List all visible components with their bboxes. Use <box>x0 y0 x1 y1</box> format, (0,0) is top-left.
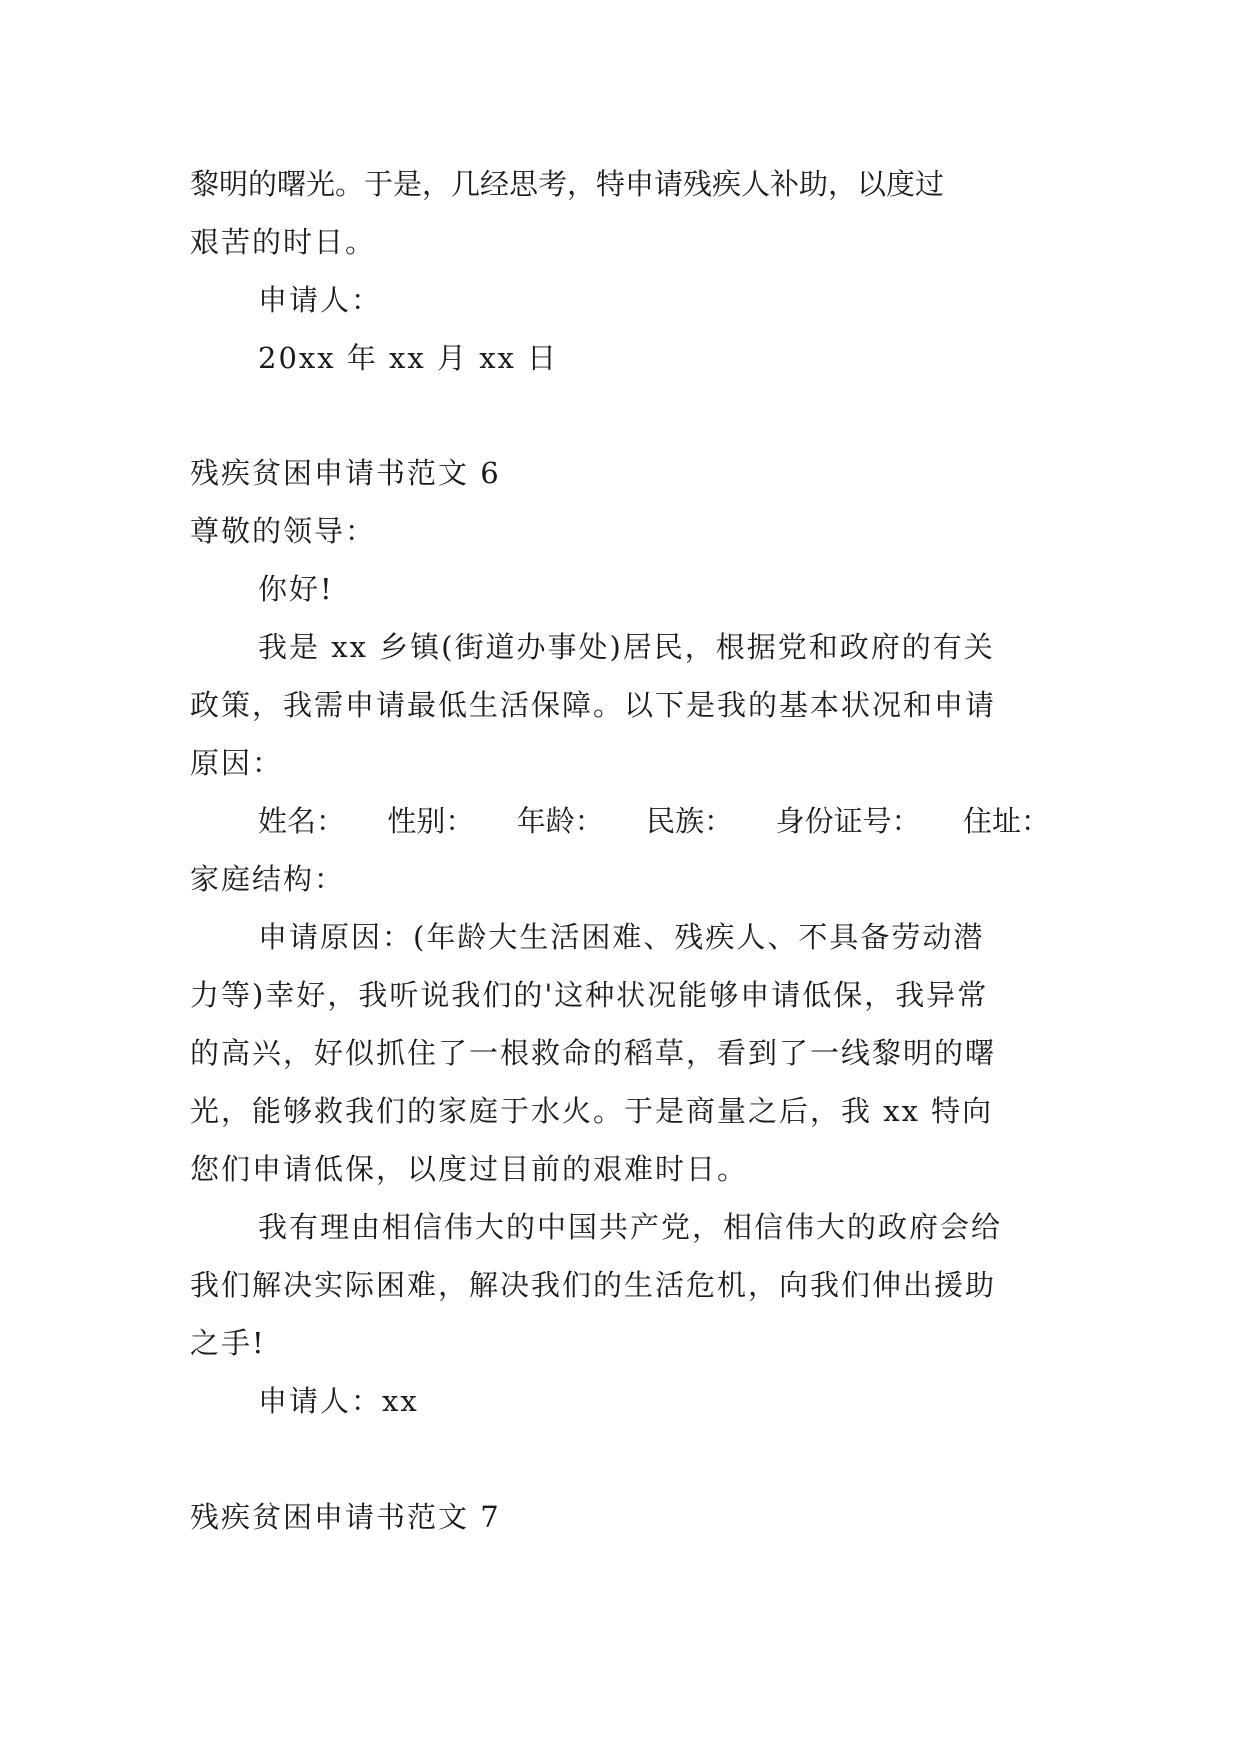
paragraph-line: 力等)幸好，我听说我们的'这种状况能够申请低保，我异常 <box>190 978 989 1012</box>
paragraph-line: 之手! <box>190 1326 266 1360</box>
field-label-ethnicity: 民族： <box>646 804 734 838</box>
field-label-family: 家庭结构： <box>190 862 346 896</box>
field-label-address: 住址： <box>962 804 1050 838</box>
paragraph-line: 我有理由相信伟大的中国共产党，相信伟大的政府会给 <box>258 1210 1003 1244</box>
paragraph-line: 申请原因：(年龄大生活困难、残疾人、不具备劳动潜 <box>258 920 985 954</box>
paragraph-line: 政策，我需申请最低生活保障。以下是我的基本状况和申请 <box>190 688 997 722</box>
salutation: 尊敬的领导： <box>190 514 377 548</box>
paragraph-line: 艰苦的时日。 <box>190 225 377 259</box>
field-label-age: 年龄： <box>516 804 604 838</box>
paragraph-line: 我是 xx 乡镇(街道办事处)居民，根据党和政府的有关 <box>258 630 995 664</box>
paragraph-line <box>190 164 1050 204</box>
field-label-gender: 性别： <box>387 804 475 838</box>
field-label-name: 姓名： <box>258 804 346 838</box>
field-label-id-number: 身份证号： <box>775 804 921 838</box>
signature-date: 20xx 年 xx 月 xx 日 <box>258 341 559 375</box>
section-title: 残疾贫困申请书范文 7 <box>190 1500 501 1534</box>
signature-label: 申请人： <box>258 283 383 317</box>
paragraph-line: 原因： <box>190 746 284 780</box>
paragraph-line: 的高兴，好似抓住了一根救命的稻草，看到了一线黎明的曙 <box>190 1036 997 1070</box>
greeting: 你好! <box>258 572 334 606</box>
signature-label: 申请人：xx <box>258 1384 419 1418</box>
paragraph-line: 光，能够救我们的家庭于水火。于是商量之后，我 xx 特向 <box>190 1094 994 1128</box>
section-title: 残疾贫困申请书范文 6 <box>190 456 501 490</box>
paragraph-line: 我们解决实际困难，解决我们的生活危机，向我们伸出援助 <box>190 1268 997 1302</box>
paragraph-line: 您们申请低保，以度过目前的艰难时日。 <box>190 1152 749 1186</box>
text-line: 黎明的曙光。于是，几经思考，特申请残疾人补助，以度过 <box>190 167 945 201</box>
form-fields-line <box>258 801 1050 841</box>
